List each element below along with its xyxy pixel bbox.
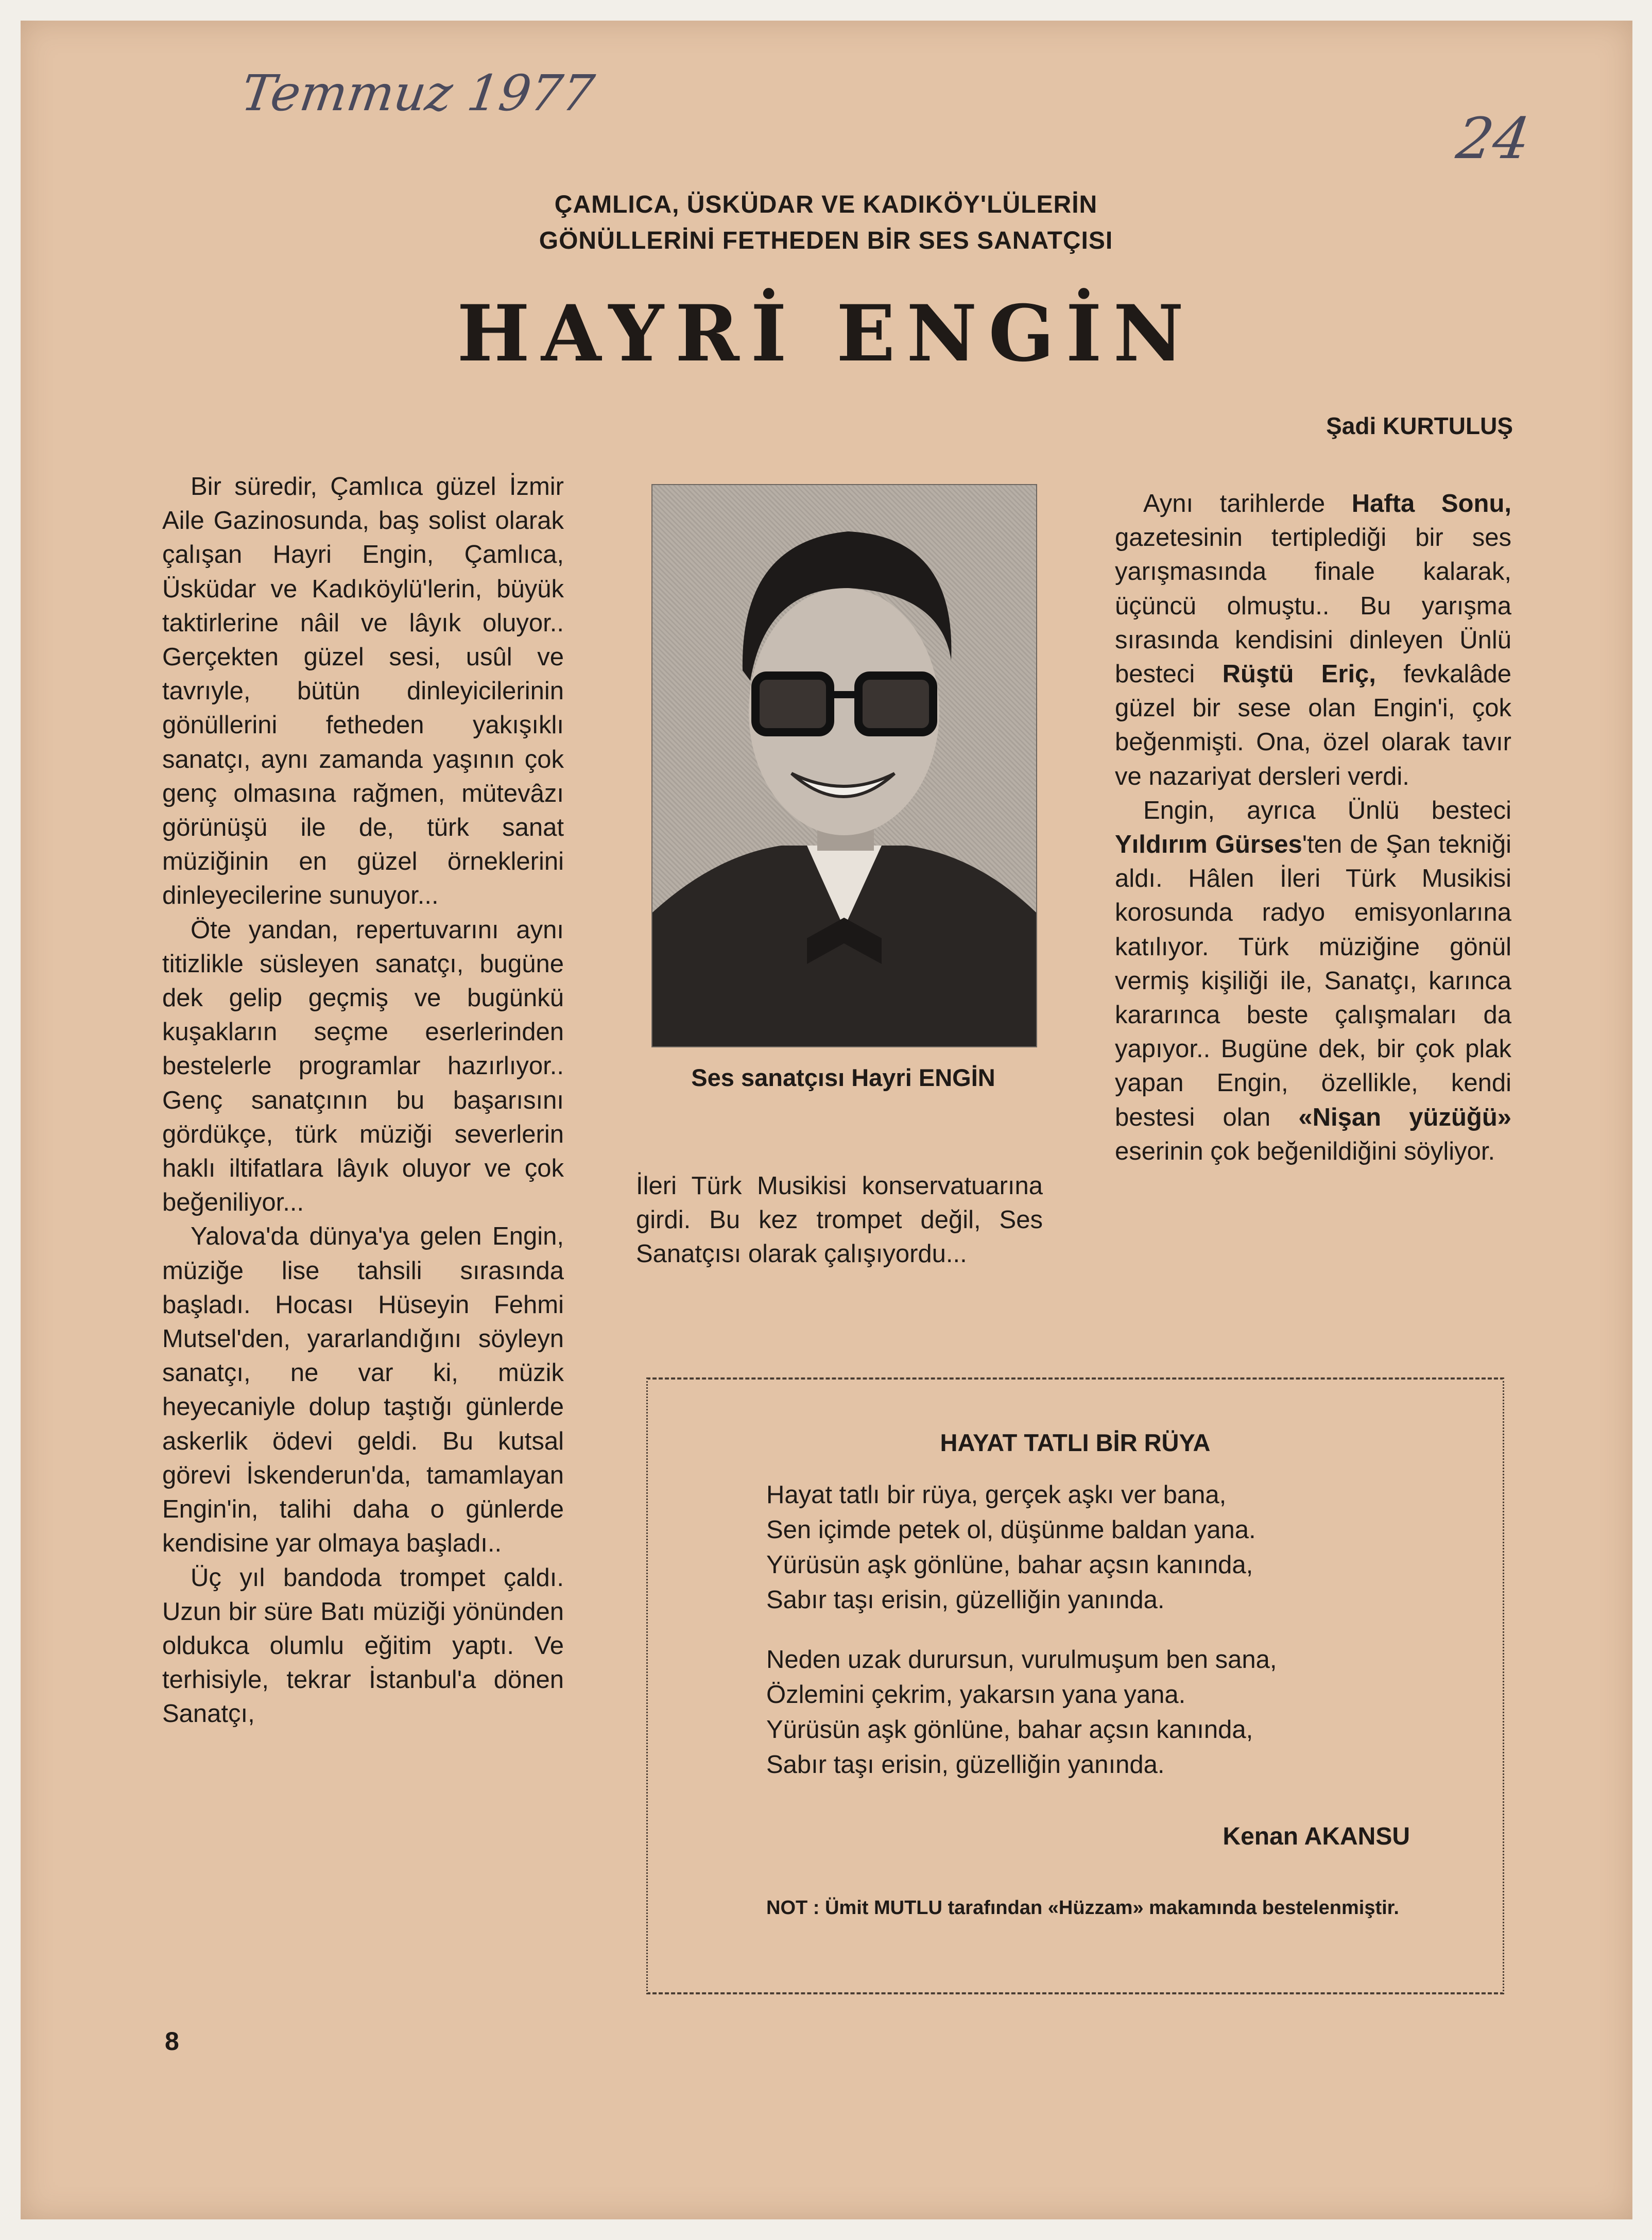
poem-box: [646, 1377, 1504, 1994]
right-p1-text-c: gazetesinin tertiplediği bir ses yarışmasında finale kalarak, üçüncü olmuştu.. Bu yarışma sırasında kendisini dinleyen Ünlü besteci: [1115, 524, 1511, 688]
poem-author: Kenan AKANSU: [1223, 1823, 1410, 1850]
poem-line: Sabır taşı erisin, güzelliğin yanında.: [766, 1586, 1165, 1614]
poem-note: NOT : Ümit MUTLU tarafından «Hüzzam» makamında bestelenmiştir.: [766, 1897, 1399, 1919]
poem-stanza-1: [766, 1477, 1256, 1617]
right-p2-bold-yildirim-gurses: Yıldırım Gürses: [1115, 831, 1302, 859]
poem-title: HAYAT TATLI BİR RÜYA: [940, 1429, 1211, 1456]
right-p2-bold-nisan-yuzugu: «Nişan yüzüğü»: [1298, 1103, 1512, 1131]
poem-line: Hayat tatlı bir rüya, gerçek aşkı ver bana,: [766, 1481, 1227, 1509]
poem-line: Yürüsün aşk gönlüne, bahar açsın kanında,: [766, 1551, 1253, 1579]
left-paragraph-1: Bir süredir, Çamlıca güzel İzmir Aile Gazinosunda, baş solist olarak çalışan Hayri Engin, Çamlıca, Üsküdar ve Kadıköylü'lerin, büyük taktirlerine nâil ve lâyık oluyor.. Gerçekten güzel sesi, usûl ve tavrıyle, bütün dinleyicilerinin gönüllerini fetheden yakışıklı sanatçı, aynı zamanda yaşının çok genç olmasına rağmen, mütevâzı görünüşü ile de, türk sanat müziğinin en güzel örneklerini dinleyecilerine sunuyor...: [162, 473, 564, 910]
right-column: [1115, 487, 1511, 1168]
handwritten-number: 24: [1453, 106, 1534, 171]
right-p1-text-a: Aynı tarihlerde: [1143, 490, 1352, 518]
poem-line: Özlemini çekrim, yakarsın yana yana.: [766, 1681, 1186, 1709]
handwritten-date: Temmuz 1977: [238, 64, 598, 122]
headline-kicker-line1: ÇAMLICA, ÜSKÜDAR VE KADIKÖY'LÜLERİN: [554, 191, 1098, 218]
article-title: HAYRİ ENGİN: [457, 288, 1195, 379]
poem-line: Sen içimde petek ol, düşünme baldan yana.: [766, 1516, 1256, 1544]
right-p1-text-e: fevkalâde güzel bir sese olan Engin'i, çok beğenmişti. Ona, özel olarak tavır ve nazariyat dersleri verdi.: [1115, 660, 1511, 790]
right-p2-text-a: Engin, ayrıca Ünlü besteci: [1143, 796, 1511, 824]
poem-line: Neden uzak durursun, vurulmuşum ben sana,: [766, 1646, 1277, 1674]
portrait-photo: [651, 484, 1037, 1047]
left-column: [162, 470, 564, 1731]
left-paragraph-2: Öte yandan, repertuvarını aynı titizlikle süsleyen sanatçı, bugüne dek gelip geçmiş ve bugünkü kuşakların seçme eserlerinden bestelerle programlar hazırlıyor.. Genç sanatçının bu başarısını gördükçe, türk müziği severlerin haklı iltifatlara lâyık oluyor ve çok beğeniliyor...: [162, 916, 564, 1217]
photo-caption: Ses sanatçısı Hayri ENGİN: [691, 1064, 995, 1091]
poem-stanza-2: [766, 1642, 1277, 1782]
right-paragraph-1: [1115, 487, 1511, 794]
portrait-illustration: [652, 485, 1036, 1046]
left-paragraph-4: Üç yıl bandoda trompet çaldı. Uzun bir süre Batı müziği yönünden oldukca olumlu eğitim yaptı. Ve terhisiyle, tekrar İstanbul'a dönen Sanatçı,: [162, 1563, 564, 1728]
right-p2-text-e: eserinin çok beğenildiğini söyliyor.: [1115, 1137, 1495, 1165]
right-p1-bold-rustu-eric: Rüştü Eriç,: [1222, 660, 1376, 688]
poem-line: Yürüsün aşk gönlüne, bahar açsın kanında,: [766, 1716, 1253, 1744]
left-paragraph-3: Yalova'da dünya'ya gelen Engin, müziğe lise tahsili sırasında başladı. Hocası Hüseyin Fehmi Mutsel'den, yararlandığını söyleyn sanatçı, ne var ki, müzik heyecaniyle dolup taştığı günlerde askerlik ödevi geldi. Bu kutsal görevi İskenderun'da, tamamlayan Engin'in, talihi daha o günlerde kendisine yar olmaya başladı..: [162, 1222, 564, 1558]
right-p1-bold-hafta-sonu: Hafta Sonu,: [1351, 490, 1511, 518]
right-paragraph-2: [1115, 794, 1511, 1168]
poem-line: Sabır taşı erisin, güzelliğin yanında.: [766, 1751, 1165, 1779]
middle-paragraph-1: İleri Türk Musikisi konservatuarına girdi. Bu kez trompet değil, Ses Sanatçısı olarak çalışıyordu...: [636, 1172, 1043, 1268]
middle-column: [636, 1169, 1043, 1271]
author-byline: Şadi KURTULUŞ: [1326, 412, 1513, 439]
right-p2-text-c: 'ten de Şan tekniği aldı. Hâlen İleri Türk Musikisi korosunda radyo emisyonlarına katılıyor. Türk müziğine gönül vermiş kişiliği ile, Sanatçı, karınca kararınca beste çalışmaları da yapıyor.. Bugüne dek, bir çok plak yapan Engin, özellikle, kendi bestesi olan: [1115, 831, 1511, 1131]
page-number: 8: [165, 2027, 179, 2056]
headline-kicker-line2: GÖNÜLLERİNİ FETHEDEN BİR SES SANATÇISI: [539, 227, 1113, 254]
